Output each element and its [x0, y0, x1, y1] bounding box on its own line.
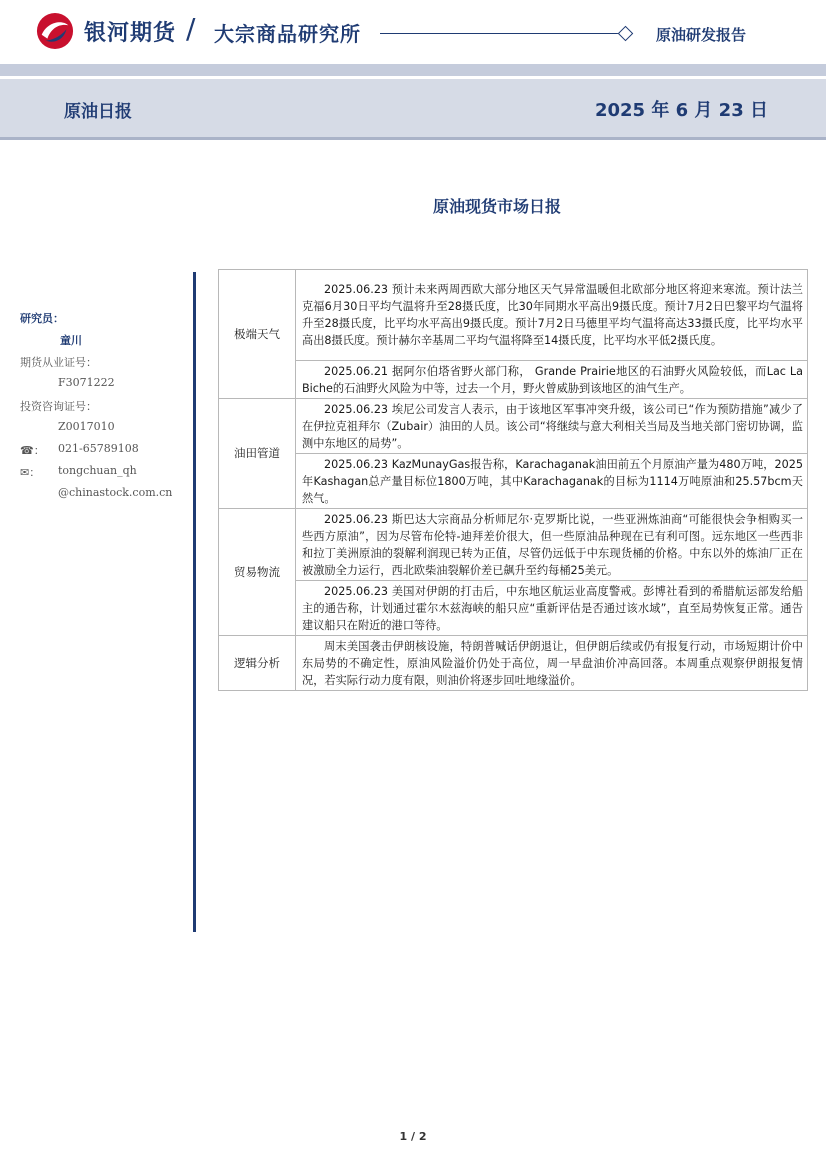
content-cell	[296, 399, 808, 454]
category-cell: 贸易物流	[219, 509, 296, 636]
paragraph: 2025.06.23 埃尼公司发言人表示，由于该地区军事冲突升级，该公司已“作为预防措施”减少了在伊拉克祖拜尔（Zubair）油田的人员。该公司“将继续与意大利相关当局及当地关部门密切协调，监测中东地区的局势”。	[302, 402, 803, 450]
title-bar-border	[0, 137, 826, 140]
table-row	[219, 454, 808, 509]
futures-cert: F3071222	[58, 376, 115, 389]
brand-name: 银河期货	[84, 21, 177, 46]
table-row	[219, 636, 808, 691]
table-row	[219, 509, 808, 581]
galaxy-logo-icon	[36, 12, 74, 50]
paragraph: 2025.06.21 据阿尔伯塔省野火部门称， Grande Prairie地区的石油野火风险较低，而Lac La Biche的石油野火风险为中等，过去一个月，野火曾威胁到该地区的油气生产。	[302, 364, 803, 395]
category-cell: 逻辑分析	[219, 636, 296, 691]
page-title-wrap	[0, 194, 826, 217]
content-cell	[296, 361, 808, 399]
report-name: 原油日报	[64, 102, 132, 122]
table-row	[219, 361, 808, 399]
diamond-icon	[618, 26, 634, 42]
content-cell	[296, 270, 808, 361]
invest-cert: Z0017010	[58, 420, 115, 433]
table-row	[219, 581, 808, 636]
paragraph: 周末美国袭击伊朗核设施，特朗普喊话伊朗退让，但伊朗后续或仍有报复行动，市场短期计价中东局势的不确定性，原油风险溢价仍处于高位，周一早盘油价冲高回落。本周重点观察伊朗报复情况，若实际行动力度有限，则油价将逐步回吐地缘溢价。	[302, 639, 803, 687]
content-cell	[296, 454, 808, 509]
page-title: 原油现货市场日报	[432, 197, 561, 216]
report-type: 原油研发报告	[656, 26, 747, 44]
phone-number: 021-65789108	[58, 442, 139, 455]
paragraph: 2025.06.23 斯巴达大宗商品分析师尼尔·克罗斯比说，一些亚洲炼油商“可能很快会争相购买一些西方原油”，因为尽管布伦特-迪拜差价很大，但一些原油品种现在已有利可图。远东地区一些西非和拉丁美洲原油的裂解利润现已转为正值，尽管仍远低于中东现货桶的价格。中东以外的炼油厂正在被激励全力运行，西北欧柴油裂解价差已飙升至约每桶25美元。	[302, 512, 803, 577]
header-slash: /	[186, 12, 196, 45]
paragraph: 2025.06.23 美国对伊朗的打击后，中东地区航运业高度警戒。彭博社看到的希腊航运部发给船主的通告称，计划通过霍尔木兹海峡的船只应“重新评估是否通过该水域”，直至局势恢复正常。通告建议船只在附近的港口等待。	[302, 584, 803, 632]
researcher-name: 童川	[60, 334, 82, 347]
content-cell	[296, 509, 808, 581]
sidebar-divider	[193, 272, 196, 932]
header	[0, 0, 826, 62]
header-divider	[380, 33, 620, 34]
content-cell	[296, 581, 808, 636]
paragraph: 2025.06.23 KazMunayGas报告称，Karachaganak油田前五个月原油产量为480万吨，2025年Kashagan总产量目标位1800万吨，其中Karachaganak的目标为1114万吨原油和25.57bcm天然气。	[302, 457, 803, 505]
report-date: 2025 年 6 月 23 日	[594, 100, 768, 121]
invest-cert-label: 投资咨询证号：	[20, 400, 97, 413]
page-number: 1 / 2	[399, 1130, 427, 1143]
email-icon: ✉：	[20, 466, 41, 479]
futures-cert-label: 期货从业证号：	[20, 356, 97, 369]
decor-stripe	[0, 64, 826, 76]
table-row	[219, 399, 808, 454]
report-table	[218, 269, 808, 691]
paragraph: 2025.06.23 预计未来两周西欧大部分地区天气异常温暖但北欧部分地区将迎来寒流。预计法兰克福6月30日平均气温将升至28摄氏度，比30年同期水平高出9摄氏度。预计7月2日巴黎平均气温将升至28摄氏度，比平均水平高出9摄氏度。预计7月2日马德里平均气温将高达33摄氏度，比平均水平高出8摄氏度。预计赫尔辛基周二平均气温将降至14摄氏度，比平均水平低2摄氏度。	[302, 283, 803, 347]
phone-icon: ☎：	[20, 444, 45, 457]
category-cell: 极端天气	[219, 270, 296, 399]
table-row	[219, 270, 808, 361]
content-cell	[296, 636, 808, 691]
researcher-label: 研究员：	[20, 312, 64, 325]
institute-name: 大宗商品研究所	[214, 22, 361, 46]
category-cell: 油田管道	[219, 399, 296, 509]
email-line-2[interactable]: @chinastock.com.cn	[58, 486, 173, 499]
email-line-1[interactable]: tongchuan_qh	[58, 464, 137, 477]
